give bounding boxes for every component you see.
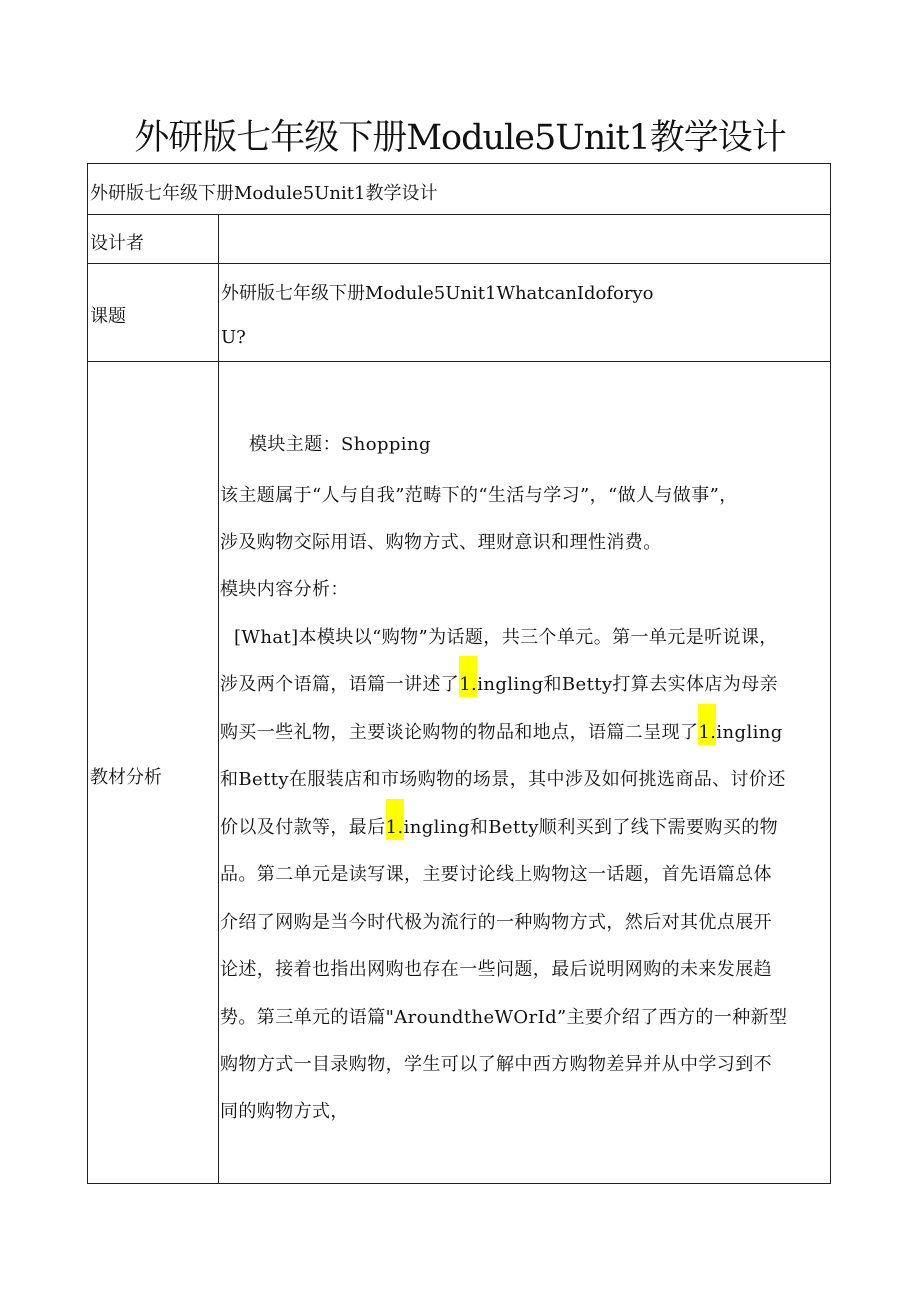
column-divider: [218, 215, 219, 1183]
document-title: 外研版七年级下册Module5Unit1教学设计: [134, 118, 786, 158]
designer-row: [88, 215, 830, 264]
header-row-text: 外研版七年级下册Module5Unit1教学设计: [90, 183, 438, 204]
paragraph-line: 势。第三单元的语篇"AroundtheWOrId”主要介绍了西方的一种新型: [220, 1007, 788, 1028]
text-span: 涉及两个语篇，语篇一讲述了: [220, 674, 460, 695]
topic-value-line-1: 外研版七年级下册Module5Unit1WhatcanIdoforyo: [221, 283, 654, 304]
designer-label: 设计者: [90, 233, 144, 254]
paragraph-line: 该主题属于“人与自我”范畴下的“生活与学习”，“做人与做事”，: [220, 485, 738, 506]
text-span: ingling: [716, 722, 783, 743]
paragraph-line: 论述，接着也指出网购也存在一些问题，最后说明网购的未来发展趋: [220, 959, 772, 980]
paragraph-line: [220, 718, 783, 744]
text-span: ingling和Betty顺利买到了线下需要购买的物: [403, 817, 779, 838]
paragraph-line: [220, 670, 778, 696]
highlighted-text: 1.: [459, 656, 477, 697]
text-span: 价以及付款等，最后: [220, 817, 386, 838]
topic-value-line-2: U?: [221, 327, 246, 348]
paragraph-line: 品。第二单元是读写课，主要讨论线上购物这一话题，首先语篇总体: [220, 864, 772, 885]
module-content-heading: 模块内容分析：: [220, 579, 349, 600]
paragraph-line: 购物方式一目录购物，学生可以了解中西方购物差异并从中学习到不: [220, 1054, 772, 1075]
text-span: ingling和Betty打算去实体店为母亲: [477, 674, 779, 695]
highlighted-text: 1.: [386, 799, 404, 840]
analysis-row: [88, 362, 830, 1183]
paragraph-line: 同的购物方式，: [220, 1101, 349, 1122]
module-theme-line: 模块主题：Shopping: [249, 434, 431, 455]
paragraph-line: 和Betty在服装店和市场购物的场景，其中涉及如何挑选商品、讨价还: [220, 769, 786, 790]
paragraph-line: 介绍了网购是当今时代极为流行的一种购物方式，然后对其优点展开: [220, 912, 772, 933]
lesson-plan-table: [87, 163, 831, 1184]
header-row: [88, 164, 830, 215]
paragraph-line: 涉及购物交际用语、购物方式、理财意识和理性消费。: [220, 532, 662, 553]
topic-row: [88, 264, 830, 362]
paragraph-line: [What]本模块以“购物”为话题，共三个单元。第一单元是听说课，: [234, 627, 778, 648]
text-span: 购买一些礼物，主要谈论购物的物品和地点，语篇二呈现了: [220, 722, 699, 743]
paragraph-line: [220, 813, 778, 839]
topic-label: 课题: [90, 306, 126, 327]
highlighted-text: 1.: [698, 704, 716, 745]
analysis-label: 教材分析: [90, 767, 162, 788]
